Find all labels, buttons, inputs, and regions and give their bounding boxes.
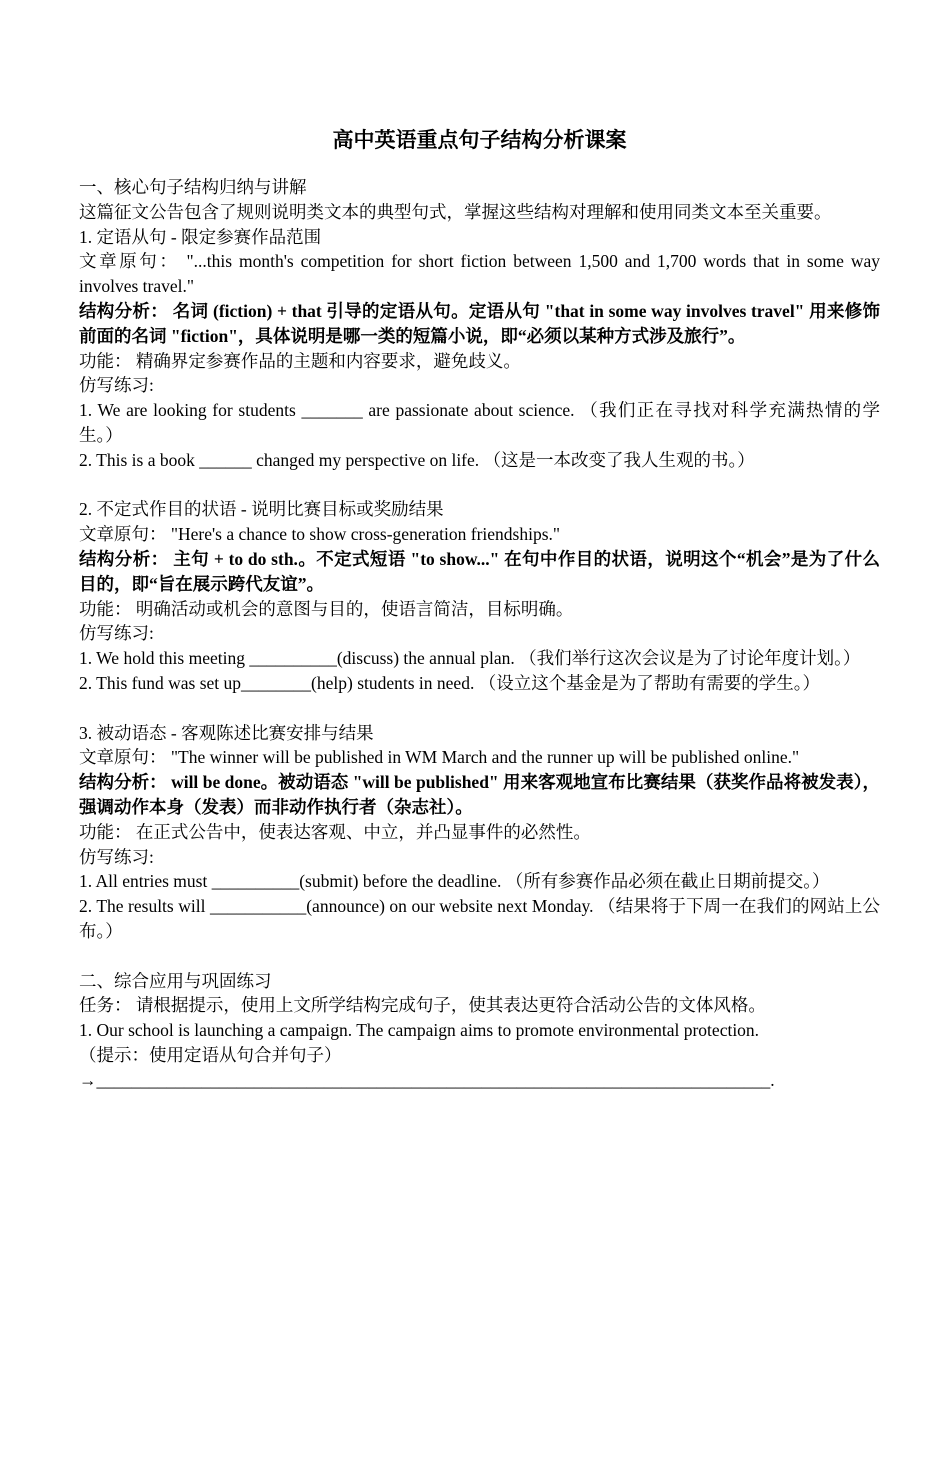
exercise-item: 2. The results will ___________(announce) on our website next Monday. （结果将于下周一在我们的网站上公布。） — [79, 896, 880, 941]
part1-heading: 一、核心句子结构归纳与讲解 — [79, 177, 307, 197]
part2-task: 任务： 请根据提示，使用上文所学结构完成句子，使其表达更符合活动公告的文体风格。 — [79, 995, 766, 1016]
part2-heading: 二、综合应用与巩固练习 — [79, 970, 272, 991]
practice-label: 仿写练习: — [79, 375, 154, 396]
part2 — [79, 969, 880, 1093]
original-sentence: 文章原句： "...this month's competition for short fiction between 1,500 and 1,700 words that in some way involves travel." — [79, 251, 880, 297]
exercise-item: 2. This is a book ______ changed my perspective on life. （这是一本改变了我人生观的书。） — [79, 449, 755, 470]
section-2 — [79, 497, 880, 695]
structure-analysis: 结构分析： 名词 (fiction) + that 引导的定语从句。定语从句 "that in some way involves travel" 用来修饰前面的名词 "fiction"，具体说明是哪一类的短篇小说，即“必须以某种方式涉及旅行”。 — [79, 300, 880, 346]
function-note: 功能： 明确活动或机会的意图与目的，使语言简洁，目标明确。 — [79, 598, 574, 619]
exercise-item: 1. All entries must __________(submit) before the deadline. （所有参赛作品必须在截止日期前提交。） — [79, 871, 830, 892]
section-heading: 3. 被动语态 - 客观陈述比赛安排与结果 — [79, 722, 374, 743]
part1-intro: 这篇征文公告包含了规则说明类文本的典型句式，掌握这些结构对理解和使用同类文本至关重要。 — [79, 201, 832, 222]
function-note: 功能： 在正式公告中，使表达客观、中立，并凸显事件的必然性。 — [79, 821, 591, 842]
section-heading: 2. 不定式作目的状语 - 说明比赛目标或奖励结果 — [79, 499, 444, 520]
exercise-item: 2. This fund was set up________(help) students in need. （设立这个基金是为了帮助有需要的学生。） — [79, 672, 820, 693]
section-heading: 1. 定语从句 - 限定参赛作品范围 — [79, 226, 322, 247]
part2-hint: （提示：使用定语从句合并句子） — [79, 1044, 342, 1065]
exercise-item: 1. We hold this meeting __________(discuss) the annual plan. （我们举行这次会议是为了讨论年度计划。） — [79, 648, 861, 669]
practice-label: 仿写练习: — [79, 846, 154, 867]
page-title: 高中英语重点句子结构分析课案 — [332, 128, 627, 152]
part2-item: 1. Our school is launching a campaign. The campaign aims to promote environmental protection. — [79, 1020, 760, 1041]
document-page — [0, 125, 950, 1469]
original-sentence: 文章原句： "The winner will be published in WM March and the runner up will be published online." — [79, 747, 800, 768]
exercise-item: 1. We are looking for students _______ are passionate about science. （我们正在寻找对科学充满热情的学生。） — [79, 400, 880, 445]
structure-analysis: 结构分析： 主句 + to do sth.。不定式短语 "to show..." 在句中作目的状语，说明这个“机会”是为了什么目的，即“旨在展示跨代友谊”。 — [79, 548, 880, 594]
structure-analysis: 结构分析： will be done。被动语态 "will be published" 用来客观地宣布比赛结果（获奖作品将被发表），强调动作本身（发表）而非动作执行者（杂志社）。 — [79, 772, 880, 817]
section-3 — [79, 721, 880, 944]
original-sentence: 文章原句： "Here's a chance to show cross-generation friendships." — [79, 524, 561, 545]
function-note: 功能： 精确界定参赛作品的主题和内容要求，避免歧义。 — [79, 350, 521, 371]
answer-line: →_____________________________________________________________________________. — [79, 1069, 775, 1090]
practice-label: 仿写练习: — [79, 623, 154, 644]
section-1 — [79, 225, 880, 473]
